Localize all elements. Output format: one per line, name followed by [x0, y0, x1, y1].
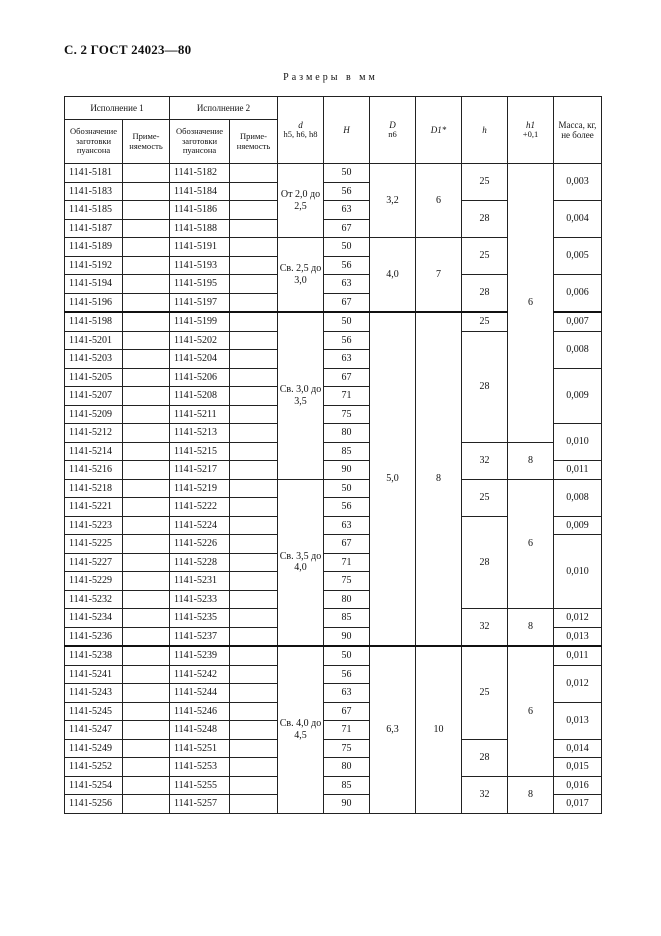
designation-2: 1141-5233 [170, 590, 230, 609]
D-value: 6,3 [370, 646, 416, 813]
h-value: 25 [462, 238, 508, 275]
mass-value: 0,008 [554, 479, 602, 516]
h-value: 32 [462, 776, 508, 813]
designation-2: 1141-5246 [170, 702, 230, 721]
applicability-1 [123, 627, 170, 646]
designation-2: 1141-5226 [170, 535, 230, 554]
applicability-1 [123, 368, 170, 387]
applicability-2 [230, 405, 278, 424]
H-value: 56 [324, 256, 370, 275]
d-range: Св. 3,0 до 3,5 [278, 312, 324, 479]
table-row [65, 646, 602, 665]
h-value: 32 [462, 442, 508, 479]
designation-1: 1141-5183 [65, 182, 123, 201]
mass-value: 0,014 [554, 739, 602, 758]
d-range: Св. 2,5 до 3,0 [278, 238, 324, 313]
header-h: h [462, 97, 508, 164]
mass-value: 0,011 [554, 646, 602, 665]
header-D-tolerance: n6 [388, 129, 397, 140]
applicability-2 [230, 590, 278, 609]
header-d [278, 97, 324, 164]
D1-value: 10 [416, 646, 462, 813]
header-D-symbol: D [389, 119, 396, 130]
h-value: 25 [462, 479, 508, 516]
designation-2: 1141-5231 [170, 572, 230, 591]
H-value: 75 [324, 405, 370, 424]
H-value: 63 [324, 275, 370, 294]
designation-2: 1141-5208 [170, 387, 230, 406]
designation-1: 1141-5207 [65, 387, 123, 406]
h1-value: 8 [508, 609, 554, 647]
designation-2: 1141-5255 [170, 776, 230, 795]
applicability-1 [123, 553, 170, 572]
applicability-1 [123, 609, 170, 628]
designation-1: 1141-5232 [65, 590, 123, 609]
H-value: 56 [324, 182, 370, 201]
designation-1: 1141-5229 [65, 572, 123, 591]
designation-1: 1141-5198 [65, 312, 123, 331]
mass-value: 0,010 [554, 535, 602, 609]
designation-2: 1141-5202 [170, 331, 230, 350]
applicability-2 [230, 627, 278, 646]
h1-value: 6 [508, 646, 554, 776]
applicability-1 [123, 201, 170, 220]
designation-1: 1141-5243 [65, 684, 123, 703]
H-value: 71 [324, 721, 370, 740]
h-value: 32 [462, 609, 508, 647]
H-value: 90 [324, 627, 370, 646]
header-d-symbol: d [298, 119, 303, 130]
table-row [65, 164, 602, 183]
designation-2: 1141-5242 [170, 665, 230, 684]
applicability-2 [230, 368, 278, 387]
designation-2: 1141-5182 [170, 164, 230, 183]
designation-1: 1141-5218 [65, 479, 123, 498]
H-value: 56 [324, 665, 370, 684]
designation-2: 1141-5188 [170, 219, 230, 238]
H-value: 75 [324, 572, 370, 591]
h-value: 28 [462, 516, 508, 609]
H-value: 67 [324, 368, 370, 387]
h1-value: 8 [508, 442, 554, 479]
designation-1: 1141-5234 [65, 609, 123, 628]
designation-2: 1141-5217 [170, 461, 230, 480]
designation-1: 1141-5247 [65, 721, 123, 740]
applicability-1 [123, 516, 170, 535]
mass-value: 0,013 [554, 702, 602, 739]
H-value: 56 [324, 331, 370, 350]
table-body [65, 164, 602, 814]
applicability-2 [230, 219, 278, 238]
d-range: От 2,0 до 2,5 [278, 164, 324, 238]
designation-1: 1141-5212 [65, 424, 123, 443]
page-header: С. 2 ГОСТ 24023—80 [64, 42, 192, 57]
h-value: 25 [462, 164, 508, 201]
designation-2: 1141-5251 [170, 739, 230, 758]
applicability-2 [230, 256, 278, 275]
mass-value: 0,017 [554, 795, 602, 814]
header-execution-1: Исполнение 1 [65, 97, 170, 120]
header-D1: D1* [416, 97, 462, 164]
applicability-2 [230, 350, 278, 369]
applicability-2 [230, 572, 278, 591]
designation-2: 1141-5213 [170, 424, 230, 443]
D1-value: 6 [416, 164, 462, 238]
mass-value: 0,003 [554, 164, 602, 201]
H-value: 85 [324, 442, 370, 461]
mass-value: 0,012 [554, 609, 602, 628]
designation-2: 1141-5199 [170, 312, 230, 331]
applicability-2 [230, 535, 278, 554]
applicability-2 [230, 702, 278, 721]
designation-1: 1141-5249 [65, 739, 123, 758]
applicability-2 [230, 424, 278, 443]
designation-2: 1141-5193 [170, 256, 230, 275]
designation-2: 1141-5237 [170, 627, 230, 646]
H-value: 63 [324, 350, 370, 369]
h1-value: 6 [508, 164, 554, 443]
header-mass: Масса, кг, не более [554, 97, 602, 164]
applicability-1 [123, 776, 170, 795]
h1-value: 8 [508, 776, 554, 813]
designation-1: 1141-5241 [65, 665, 123, 684]
header-D [370, 97, 416, 164]
H-value: 71 [324, 387, 370, 406]
applicability-2 [230, 776, 278, 795]
h-value: 25 [462, 646, 508, 739]
applicability-2 [230, 758, 278, 777]
table-row [65, 479, 602, 498]
D-value: 4,0 [370, 238, 416, 313]
mass-value: 0,012 [554, 665, 602, 702]
designation-2: 1141-5204 [170, 350, 230, 369]
applicability-2 [230, 516, 278, 535]
H-value: 85 [324, 609, 370, 628]
applicability-2 [230, 461, 278, 480]
mass-value: 0,013 [554, 627, 602, 646]
designation-1: 1141-5203 [65, 350, 123, 369]
applicability-1 [123, 182, 170, 201]
applicability-1 [123, 702, 170, 721]
designation-2: 1141-5228 [170, 553, 230, 572]
designation-1: 1141-5216 [65, 461, 123, 480]
designation-2: 1141-5219 [170, 479, 230, 498]
applicability-2 [230, 665, 278, 684]
designation-1: 1141-5205 [65, 368, 123, 387]
d-range: Св. 3,5 до 4,0 [278, 479, 324, 646]
mass-value: 0,009 [554, 368, 602, 424]
mass-value: 0,011 [554, 461, 602, 480]
applicability-1 [123, 164, 170, 183]
applicability-2 [230, 498, 278, 517]
applicability-2 [230, 182, 278, 201]
applicability-1 [123, 535, 170, 554]
designation-2: 1141-5253 [170, 758, 230, 777]
D-value: 5,0 [370, 312, 416, 646]
applicability-2 [230, 479, 278, 498]
applicability-2 [230, 275, 278, 294]
h-value: 28 [462, 331, 508, 442]
mass-value: 0,016 [554, 776, 602, 795]
designation-2: 1141-5215 [170, 442, 230, 461]
applicability-2 [230, 739, 278, 758]
applicability-1 [123, 312, 170, 331]
designation-1: 1141-5227 [65, 553, 123, 572]
designation-1: 1141-5214 [65, 442, 123, 461]
applicability-1 [123, 293, 170, 312]
designation-1: 1141-5221 [65, 498, 123, 517]
applicability-1 [123, 479, 170, 498]
applicability-2 [230, 293, 278, 312]
H-value: 67 [324, 219, 370, 238]
designation-2: 1141-5206 [170, 368, 230, 387]
applicability-2 [230, 442, 278, 461]
designation-2: 1141-5186 [170, 201, 230, 220]
H-value: 56 [324, 498, 370, 517]
designation-2: 1141-5222 [170, 498, 230, 517]
applicability-1 [123, 795, 170, 814]
applicability-1 [123, 721, 170, 740]
designation-2: 1141-5224 [170, 516, 230, 535]
designation-2: 1141-5197 [170, 293, 230, 312]
designation-2: 1141-5239 [170, 646, 230, 665]
applicability-1 [123, 238, 170, 257]
applicability-1 [123, 758, 170, 777]
designation-1: 1141-5223 [65, 516, 123, 535]
header-designation-2: Обозначение заготовки пуансона [170, 120, 230, 164]
H-value: 90 [324, 461, 370, 480]
applicability-2 [230, 331, 278, 350]
header-h1 [508, 97, 554, 164]
H-value: 50 [324, 479, 370, 498]
mass-value: 0,006 [554, 275, 602, 313]
h1-value: 6 [508, 479, 554, 609]
designation-1: 1141-5181 [65, 164, 123, 183]
d-range: Св. 4,0 до 4,5 [278, 646, 324, 813]
applicability-2 [230, 795, 278, 814]
applicability-2 [230, 387, 278, 406]
units-caption: Размеры в мм [283, 72, 378, 83]
applicability-1 [123, 461, 170, 480]
H-value: 50 [324, 164, 370, 183]
H-value: 75 [324, 739, 370, 758]
mass-value: 0,004 [554, 201, 602, 238]
designation-1: 1141-5209 [65, 405, 123, 424]
designation-1: 1141-5252 [65, 758, 123, 777]
applicability-2 [230, 238, 278, 257]
header-d-tolerance: h5, h6, h8 [283, 129, 318, 140]
h-value: 28 [462, 275, 508, 313]
applicability-2 [230, 684, 278, 703]
table-row [65, 776, 602, 795]
applicability-1 [123, 684, 170, 703]
header-h1-symbol: h1 [526, 119, 535, 130]
H-value: 63 [324, 516, 370, 535]
mass-value: 0,007 [554, 312, 602, 331]
designation-2: 1141-5195 [170, 275, 230, 294]
applicability-1 [123, 572, 170, 591]
H-value: 50 [324, 646, 370, 665]
applicability-1 [123, 442, 170, 461]
H-value: 85 [324, 776, 370, 795]
designation-1: 1141-5236 [65, 627, 123, 646]
designation-2: 1141-5235 [170, 609, 230, 628]
header-applicability-2: Приме- няемость [230, 120, 278, 164]
applicability-2 [230, 721, 278, 740]
D-value: 3,2 [370, 164, 416, 238]
header-designation-1: Обозначение заготовки пуансона [65, 120, 123, 164]
designation-1: 1141-5189 [65, 238, 123, 257]
designation-2: 1141-5211 [170, 405, 230, 424]
applicability-1 [123, 424, 170, 443]
applicability-1 [123, 350, 170, 369]
table-row [65, 609, 602, 628]
table-row [65, 442, 602, 461]
designation-1: 1141-5194 [65, 275, 123, 294]
mass-value: 0,010 [554, 424, 602, 461]
H-value: 67 [324, 293, 370, 312]
applicability-2 [230, 609, 278, 628]
applicability-2 [230, 312, 278, 331]
mass-value: 0,008 [554, 331, 602, 368]
header-h1-tolerance: +0,1 [522, 129, 539, 140]
applicability-1 [123, 739, 170, 758]
applicability-2 [230, 164, 278, 183]
applicability-1 [123, 646, 170, 665]
applicability-1 [123, 331, 170, 350]
designation-1: 1141-5196 [65, 293, 123, 312]
designation-2: 1141-5244 [170, 684, 230, 703]
H-value: 80 [324, 758, 370, 777]
H-value: 80 [324, 424, 370, 443]
designation-2: 1141-5191 [170, 238, 230, 257]
h-value: 28 [462, 739, 508, 776]
mass-value: 0,009 [554, 516, 602, 535]
applicability-2 [230, 646, 278, 665]
mass-value: 0,015 [554, 758, 602, 777]
H-value: 71 [324, 553, 370, 572]
applicability-1 [123, 590, 170, 609]
header-H: H [324, 97, 370, 164]
H-value: 50 [324, 312, 370, 331]
applicability-1 [123, 275, 170, 294]
header-execution-2: Исполнение 2 [170, 97, 278, 120]
H-value: 90 [324, 795, 370, 814]
D1-value: 8 [416, 312, 462, 646]
H-value: 80 [324, 590, 370, 609]
designation-2: 1141-5248 [170, 721, 230, 740]
H-value: 67 [324, 702, 370, 721]
applicability-1 [123, 665, 170, 684]
designation-2: 1141-5184 [170, 182, 230, 201]
dimensions-table [64, 96, 602, 814]
H-value: 67 [324, 535, 370, 554]
designation-1: 1141-5185 [65, 201, 123, 220]
D1-value: 7 [416, 238, 462, 313]
designation-1: 1141-5254 [65, 776, 123, 795]
designation-1: 1141-5245 [65, 702, 123, 721]
applicability-1 [123, 405, 170, 424]
designation-1: 1141-5192 [65, 256, 123, 275]
designation-1: 1141-5201 [65, 331, 123, 350]
header-applicability-1: Приме- няемость [123, 120, 170, 164]
designation-1: 1141-5225 [65, 535, 123, 554]
applicability-1 [123, 387, 170, 406]
designation-2: 1141-5257 [170, 795, 230, 814]
designation-1: 1141-5187 [65, 219, 123, 238]
applicability-2 [230, 553, 278, 572]
designation-1: 1141-5238 [65, 646, 123, 665]
designation-1: 1141-5256 [65, 795, 123, 814]
H-value: 63 [324, 684, 370, 703]
mass-value: 0,005 [554, 238, 602, 275]
applicability-1 [123, 256, 170, 275]
H-value: 50 [324, 238, 370, 257]
applicability-1 [123, 498, 170, 517]
applicability-2 [230, 201, 278, 220]
h-value: 25 [462, 312, 508, 331]
H-value: 63 [324, 201, 370, 220]
applicability-1 [123, 219, 170, 238]
h-value: 28 [462, 201, 508, 238]
